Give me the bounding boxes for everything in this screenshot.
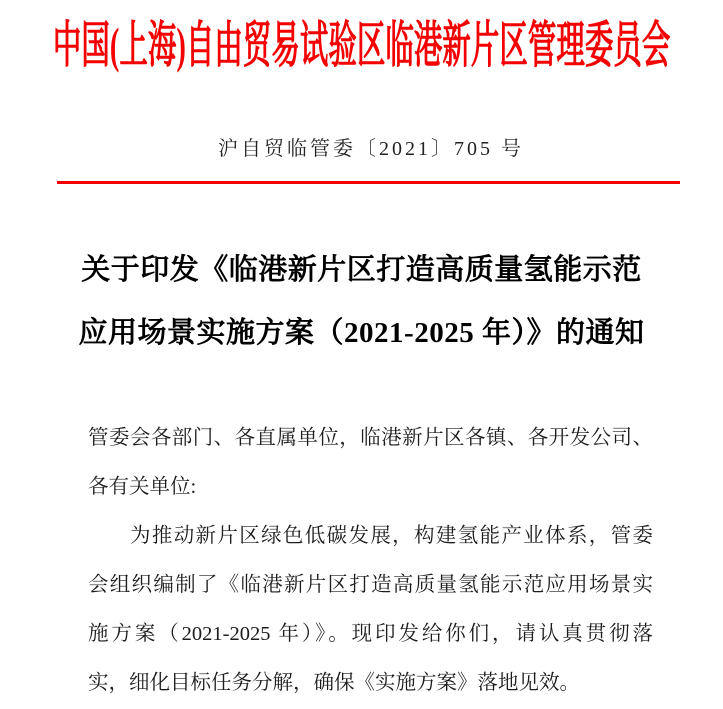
agency-name: 中国(上海)自由贸易试验区临港新片区管理委员会 — [52, 17, 671, 73]
paragraph-line-2: 会组织编制了《临港新片区打造高质量氢能示范应用场景实 — [88, 574, 653, 596]
paragraph-line-1: 为推动新片区绿色低碳发展，构建氢能产业体系，管委 — [130, 525, 653, 547]
red-divider-line — [57, 181, 680, 184]
paragraph-line-4: 实，细化目标任务分解，确保《实施方案》落地见效。 — [88, 672, 580, 694]
agency-header — [0, 14, 723, 76]
document-body — [88, 414, 653, 708]
document-title-line-1: 关于印发《临港新片区打造高质量氢能示范 — [81, 254, 642, 286]
document-number: 沪自贸临管委〔2021〕705 号 — [218, 138, 524, 160]
salutation-line-1: 管委会各部门、各直属单位，临港新片区各镇、各开发公司、 — [88, 427, 653, 449]
paragraph-line-3: 施方案（2021-2025 年）》。现印发给你们，请认真贯彻落 — [88, 623, 653, 645]
document-title — [60, 239, 663, 365]
salutation-line-2: 各有关单位: — [88, 476, 197, 498]
document-title-line-2: 应用场景实施方案（2021-2025 年）》的通知 — [78, 317, 645, 349]
